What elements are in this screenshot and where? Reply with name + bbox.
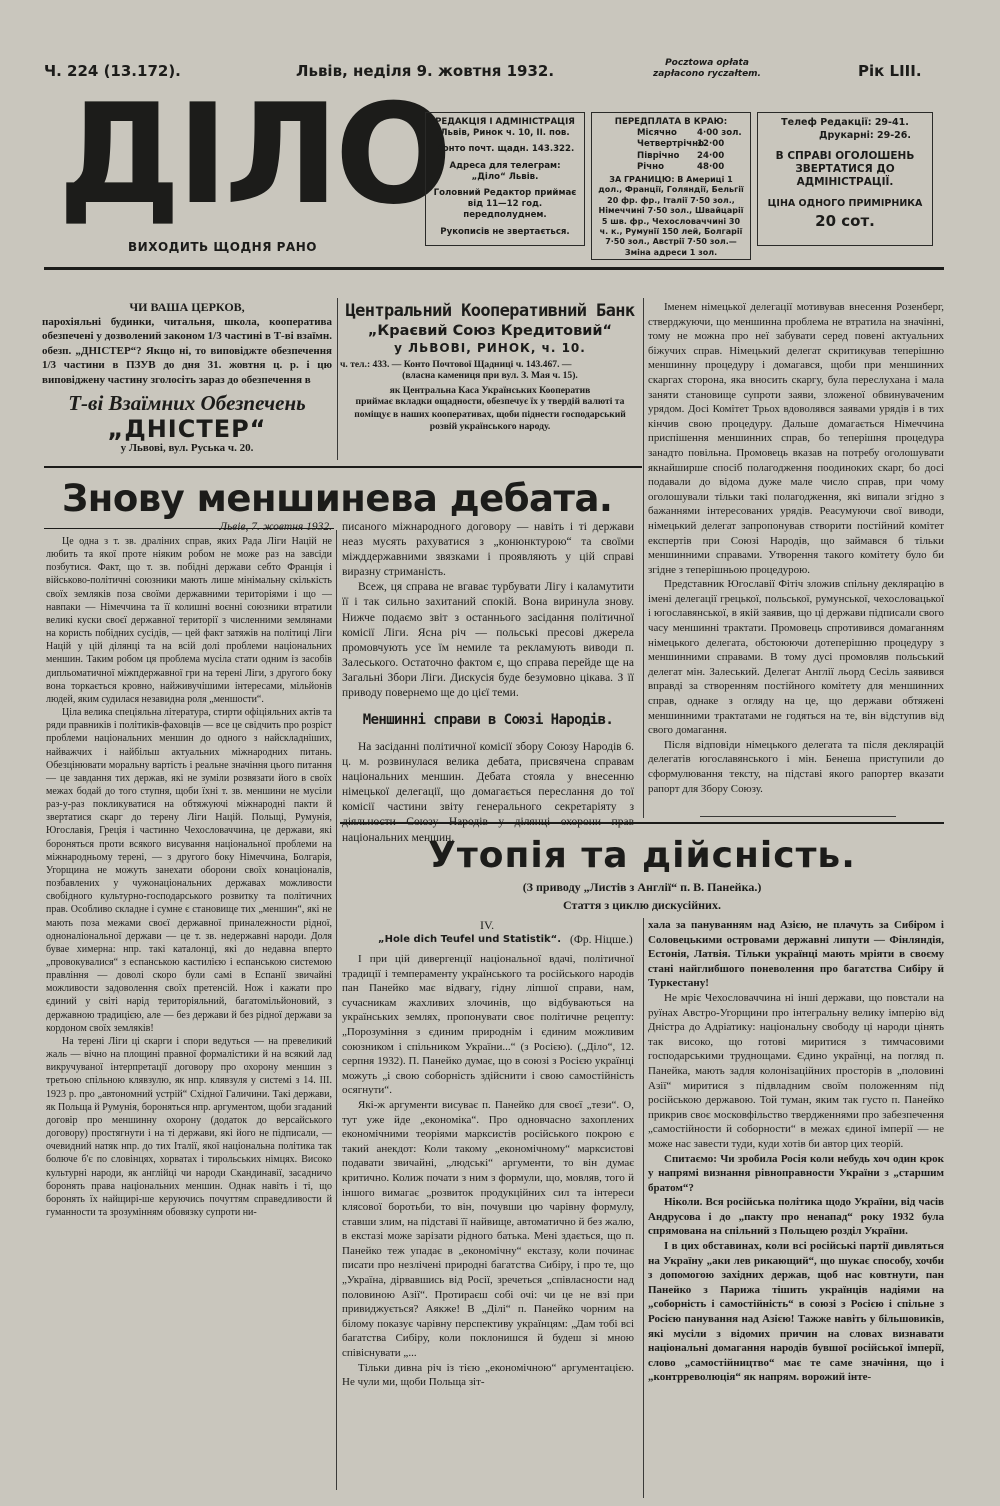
minority-paragraph: На засіданні політичної комісії збору Союзу Народів 6. ц. м. розвинулася велика дебата, присвячена справам національних меншин. Дебата стояла у внесенню німецької делегації, що домагається переслання до тої комісії частини звіту генерального секретаріяту з національних меншин. bbox=[342, 741, 634, 844]
utopia-subtitle: (З приводу „Листів з Англії“ п. В. Панейка.) bbox=[522, 880, 762, 894]
main-paragraph: Це одна з т. зв. драліних справ, яких Рада Ліги Націй не любить та якої проте ніяким робом не може раз на завсіди позбутися. Факт, що т. зв. побідні держави себто Франція і військово-політичні союзники мають лише мінімальну скількість своїх земляків поза своїми державними територіями і що — навпаки — Німеччина та її колишні воєнні союзники втратили великі куски своєї державної території з численними землянами на користь побідних сусідів, — цей факт затяжів на політиці Ліги Націй у цій ділянці та на всій долі проблеми національних меншин. Таким робом ця проблема мусіла стати одним із засобів дипльоматичної міжпдержавної гри на терені Ліги, з другого боку вона торкається кровно, найживучішими інтересами, мільйонів людей, яким судилася незавидна роля „меншости“. bbox=[46, 536, 332, 705]
utopia-paragraph: Ніколи. Вся російська політика щодо України, від часів Андрусова і до „пакту про ненапад“ року 1932 була спрямована на спільний з Польщею розділ України. bbox=[648, 1196, 944, 1238]
editorial-hours: Головний Редактор приймає від 11—12 год. передполуднем. bbox=[433, 188, 577, 221]
dateline: Львів, 7. жовтня 1932. bbox=[219, 521, 332, 533]
year-volume: Рік LIII. bbox=[858, 62, 922, 80]
utopia-series: Стаття з циклю дискусійних. bbox=[563, 898, 721, 912]
utopia-col2 bbox=[342, 952, 634, 1500]
minority-article-col3 bbox=[648, 300, 944, 810]
price-value: 20 сот. bbox=[815, 211, 875, 230]
column-rule bbox=[336, 530, 337, 1490]
ad-bank-desc1: як Центральна Каса Українських Кооператив bbox=[389, 385, 591, 396]
ad-dnister-name1: Т-ві Взаїмних Обезпечень bbox=[68, 391, 306, 416]
newspaper-subtitle: ВИХОДИТЬ ЩОДНЯ РАНО bbox=[128, 240, 317, 254]
utopia-paragraph: Які-ж аргументи висуває п. Панейко для своєї „тези“. О, тут уже йде „економіка“. Про одновчасно захоплених економічними теоріями марксистів російського покрою є такий анекдот: Коли такому „економічному“ марксистові подавати звичайні, „людські“ аргументи, то він думає критично. Колиж почати з ним з формули, що, мовляв, того й іншого вимагає „розвиток продукційних сил та інтереси клясової боротьби, то він, почувши цю чарівну формулу, ставши злим, на підставі її найвище, автоматично й без жалю, в екстазі може зарізати рідного батька. Мені здається, що п. Панейко теж упадає в „економічну“ екстазу, коли починає писати про незлічені природні багатства Сибіру, і про те, що „Україна, дірвавшись від Росії, зречеться „співласности над половиною Азії“. Протираєш собі очі: чи це не взі при привиджується? Аякже! В „Ділі“ п. Панейко чорним на білому показує чарівну перспективу українцям: „Дам тобі всі багатства Сибіру, коли поклонишся й будеш зі мною співіснувати „... bbox=[342, 1098, 634, 1360]
price-label: ЦІНА ОДНОГО ПРИМІРНИКА bbox=[767, 198, 923, 209]
utopia-paragraph: Спитаємо: Чи зробила Росія коли небудь хоч один крок у напрямі визнання рівноправности України з „старшим братом“? bbox=[648, 1152, 944, 1194]
utopia-epigraph-author: (Фр. Ніцше.) bbox=[570, 934, 633, 946]
ad-dnister bbox=[42, 300, 332, 460]
editorial-office-box bbox=[425, 112, 585, 246]
main-paragraph: На терені Ліги ці скарги і спори ведуться — на превеликий жаль — вічно на площині правної формалістики й на всякий лад викручуваної інтерпретації договору про охорону меншин з третьою спільною клявзулю, як нпр. клявзуля у системі з 14. III. 1923 р. про „автономний устрій“ Східної Галичини. Такі держави, як Польща й Румунія, бороняться нпр. аргументом, щоби згаданий договір про меншинну охорону (додаток до версайського договору) простягнути і на ті держави, які його не підписали, — очевидний натяк нпр. до тих Італії, якої національна політика так болюче б'є по словінцях, хорватах і тирольських німцях. Високо культурні народи, як англійці чи народи Скандинавії, засадничо боронять права національних меншин. Однак навіть і ті, що боронять їх найщирі-ше керуючись почуттям справедливости й гуманности та зрозумінням обовязку супроти ни- bbox=[46, 1035, 332, 1218]
phone-price-box bbox=[757, 112, 933, 246]
ad-bank-desc2: приймає вкладки ощадности, обезпечує їх у твердій валюті та поміщує в наших кооперативах, щоби піднести господарський розвій українського народу. bbox=[354, 396, 626, 433]
subscription-box bbox=[591, 112, 751, 260]
subscription-row: Піврічно 24·00 bbox=[637, 150, 725, 161]
column-rule bbox=[643, 918, 644, 1498]
minority-article-col2 bbox=[342, 740, 634, 844]
editorial-telegram: Адреса для телеграм: „Діло“ Львів. bbox=[449, 160, 561, 182]
utopia-paragraph: хала за пануванням над Азією, не плачуть за Сибіром і Соловецькими островами державні липути — Фінляндія, Естонія, Латвія. Тільки українці мають мріяти в своєму стані найглибшого поневолення про багатства Сибіру й Туркестану! bbox=[648, 919, 944, 990]
ad-bank bbox=[340, 300, 640, 460]
ad-bank-contacts: ч. тел.: 433. — Конто Почтової Щадниці ч. 143.467. — bbox=[340, 359, 572, 370]
issue-number: Ч. 224 (13.172). bbox=[44, 62, 181, 80]
editorial-manuscripts: Рукописів не звертається. bbox=[440, 226, 570, 237]
utopia-epigraph: „Hole dich Teufel und Statistik“. bbox=[378, 934, 562, 945]
column-rule bbox=[337, 298, 338, 460]
postage-note bbox=[653, 58, 761, 80]
utopia-paragraph: Не мріє Чехословаччина ні інші держави, що повстали на руїнах Австро-Угорщини про інтегральну велику імперію від Дністра до Адріатику: національну свободу ці народи цінять так високо, що готові миритися з тимчасовими господарськими труднощами. Єдино українці, на погляд п. Панейка, мають задля колонізаційних просторів в „половині Азії“ миритися з підвладним своїм положенням під російською державою. Той туман, яким так густо п. Панейко прикрив своє московфільство твердженнями про забезпечення „самостійности й соборности“ в межах єдиної імперії — не може нас завести туди, куди хотів би автор цих теорій. bbox=[648, 991, 944, 1150]
ads-notice: В СПРАВІ ОГОЛОШЕНЬ ЗВЕРТАТИСЯ ДО АДМІНІСТРАЦІЇ. bbox=[775, 150, 915, 188]
phone-print: Друкарні: 29-26. bbox=[818, 129, 912, 141]
masthead-rule bbox=[44, 267, 944, 270]
ads-rule bbox=[44, 466, 642, 468]
ad-bank-title1: Центральний Кооперативний Банк bbox=[345, 301, 635, 321]
postage-line-1: Pocztowa opłata bbox=[665, 58, 749, 68]
postage-line-2: zapłacono ryczałtem. bbox=[653, 69, 761, 79]
subscription-row: Річно 48·00 bbox=[637, 161, 725, 172]
ad-dnister-heading: ЧИ ВАША ЦЕРКОВ, bbox=[129, 300, 245, 314]
subscription-abroad: ЗА ГРАНИЦЮ: В Америці 1 дол., Франції, Голяндії, Бельгії 20 фр. фр., Італії 7·50 зол., Німеччині 7·50 зол., Швайцарії 5 шв. фр., Чехословаччині 30 ч. к., Румунії 150 лей, Болгарії 7·50 зол., Австрії 7·50 зол.— Зміна адреси 1 зол. bbox=[598, 175, 744, 257]
utopia-paragraph: Тільки дивна річ із тією „економічною“ аргументацією. Не чули ми, щоби Польща зіт- bbox=[342, 1361, 634, 1389]
ad-bank-title2: „Краєвий Союз Кредитовий“ bbox=[367, 323, 613, 339]
subscription-row: Четвертрічно12·00 bbox=[637, 139, 725, 150]
main-paragraph: Ціла велика спеціяльна література, стирти офіціяльних актів та ряди правників і політиків-фаховців — все це свідчить про розріст проблеми національних меншин до одного з найскладніших, найважчих і найбільш актуальних міжнародних питань. Обезцінювати моральну вартість і реальне значіння цього питання — це завдання тих держав, які не зуміли розвязати його в своїх межах бодай до того ступня, щоби їхні т. зв. меншини не мусіли раз-у-раз покликуватися на обтяжуючі міжнародні пакти й звертатися скарг до терену Ліги Націй. Польщі, Румунія, Югославія, Греція і частинно Чехословаччина, це держави, які бороняться проти всякого висування національної проблеми на міжнародньому терені, — з другого боку Німеччина, Болгарія, Угорщина не можуть занехати оборони своїх конаціоналів, позбавлених у чужонаціональних державах можливости свобідного культурно-господарського розвитку та політичних прав. Особливо складне і сумне є становище тих „меншин“, які не мають поза межами своєї державної приналежности рідної, одноналіональної держави — це т. зв. недержавні народи. Доля бувае химерна: нпр. такі каталонці, які до недавна вперто „провокувалися“ з еспанською кастилією і еспанською системою правління — доволі скоро були самі в Еспанії звичайні можливости задоволення своїх претенсій. Нож і кажати про єдиний у світі нарід територіяльний, багатомільйоновий, з державною традицією, але — без держави й без рідної держави за кордоном своїх земляків! bbox=[46, 707, 332, 1034]
phone-editorial: Телеф Редакції: 29-41. bbox=[781, 117, 909, 128]
ad-bank-city: у ЛЬВОВІ, РИНОК, ч. 10. bbox=[394, 341, 586, 355]
ad-bank-note: (власна камениця при вул. З. Мая ч. 15). bbox=[402, 370, 578, 381]
minority-paragraph: Іменем німецької делегації мотивував внесення Розенберг, стверджуючи, що меншинна проблема не втратила на значінні, тому не можна про неї забувати серед повені актуальних біжучих справ. Німецький делегат скритикував теперішню меншинну процедуру і домагався, щоби при меншинних скаргах сторона, яка вносить скаргу, була переслухана і мала заняти становище супроти заяви, зложеної обвинуваченим урядом. Досі Комітет Трьох вдоволявся заявами урядів і в тих кінчив свою процедуру. Дальше домагається Німеччина приспішення меншинних справ, бо теперішня процедура занадто повільна. Промовець вказав на потребу оголошувати якнайширше спосіб полагодження поодиноких скарг, бо досі подавали до відома дуже мале число справ, при чому оголошували тільки такі полагодження, які випали згідно з бажаннями інтересованих урядів. Реасумуючи свої виводи, німецький делегат запропонував створити постійний комітет експертів при Союзі Народів, що займався б тільки меншинними справами. Утворення такого комітету було би згідне з теперішньою процедурою. bbox=[648, 301, 944, 576]
main-article-col2 bbox=[342, 520, 634, 700]
column-rule bbox=[643, 298, 644, 818]
section-divider bbox=[700, 816, 896, 817]
editorial-address: Львів, Ринок ч. 10, II. пов. bbox=[440, 128, 570, 139]
minority-headline: Меншинні справи в Союзі Народів. bbox=[362, 712, 614, 728]
utopia-headline: Утопія та дійсність. bbox=[428, 835, 856, 876]
ad-dnister-body: парохіяльні будинки, читальня, школа, кооператива обезпечені у дозволений законом 1/3 частині в Т-ві взаїмн. обезп. „ДНІСТЕР“? Якщо ні, то виповіджте обезпечення 1/3 частини в ПЗУВ до дня 31. жовтня ц. р. і цю виповіджену частину зголосіть зараз до обезпечення в bbox=[42, 316, 332, 386]
main-paragraph: Всеж, ця справа не вгаває турбувати Лігу і каламутити її і так сильно захитаний спокій. Вона виринула знову. Нижче подаємо звіт з останнього засідання політичної комісії Ліги. Ясна річ — польські пресові джерела промовчують усе їм немиле та рекламують виводи п. Залеського. Остаточно фактом є, що справа перейде ще на Загальні Збори Ліги. Дискусія буде безумовно цікава. З її приводу повернемо ще до цієї теми. bbox=[342, 581, 634, 700]
utopia-col3 bbox=[648, 918, 944, 1500]
main-paragraph: писаного міжнародного договору — навіть і ті держави неаз мусять рахуватися з „конюнктурою“ та своїми міжддержавними звязками і проявляють у цій справі виразну стриманість. bbox=[342, 521, 634, 579]
subscription-rows bbox=[597, 128, 745, 173]
main-article-col1 bbox=[46, 520, 332, 1500]
ad-dnister-name2: „ДНІСТЕР“ bbox=[107, 415, 267, 444]
utopia-top-rule bbox=[340, 822, 944, 824]
editorial-account: Конто почт. щадн. 143.322. bbox=[435, 144, 575, 155]
newspaper-title: ДІЛО bbox=[58, 74, 449, 235]
date-place: Львів, неділя 9. жовтня 1932. bbox=[296, 62, 555, 80]
main-headline: Знову меншинева дебата. bbox=[62, 477, 613, 520]
subscription-row: Місячно 4·00 зол. bbox=[637, 128, 742, 139]
minority-paragraph: Представник Югославії Фітіч зложив спільну деклярацію в імені делегації грецької, польської, румунської, чехословацької і югославянської, в якій заявив, що ці держави підписали свого часу меншинні трактати. Промовець спротивився домаганням німецького делегата, обстоюючи дотеперішню процедуру з меншинними справами. В тому дусі промовляв польський делегат мін. Залеський. Делегат Англії льорд Сесіль заявився вправді за створенням постійного комітету для меншинних справ, однаке з огляду на це, що держави обтяжені меншинними трактатами не годяться на те, він відступив від свого домагання. bbox=[648, 578, 944, 737]
utopia-part: IV. bbox=[480, 918, 495, 932]
utopia-paragraph: І в цих обставинах, коли всі російські партії дивляться на Україну „аки лев рикающий“, що шукає способу, хочби з допомогою західних держав, щоб нас ковтнути, пан Панейко з Парижа тішить українців надіями на „соборність і самостійність“ в союзі з Росією і спільне з Росією панування над Азією! Тажже навіть у більшовиків, які мусіли з відомих причин на словах визнавати національні домагання народів бувшої російської імперії, слово „самостійництво“ має те саме значіння, що і „контрреволюція“ як напрям. ворожий інте- bbox=[648, 1240, 944, 1384]
subscription-heading: ПЕРЕДПЛАТА В КРАЮ: bbox=[614, 117, 728, 127]
utopia-paragraph: І при цій дивергенції національної вдачі, політичної традиції і темпераменту українського та російського народів пан Панейко має відвагу, гідну ліпшої справи, нам, сучасникам жахливих злочинів, що відбуваються на українських землях, пропонувати своє політичне рецепту: „Порозуміння з єдиним природнім і єдиним можливим союзником і спільником України...“ (з Росією). („Діло“, 12. серпня 1932). П. Панейко думає, що в союзі з Росією українці можуть „і свою соборність здійснити і свою самостійність осягнути“. bbox=[342, 953, 634, 1097]
editorial-heading: РЕДАКЦІЯ І АДМІНІСТРАЦІЯ bbox=[435, 117, 575, 127]
ad-dnister-address: у Львові, вул. Руська ч. 20. bbox=[120, 442, 254, 455]
minority-paragraph: Після відповіди німецького делегата та після деклярацій делегатів югославянського і мін. Бенеша приступили до сформулювання тексту, на підставі якого рапортер вказати рапорт для Збору Союзу. bbox=[648, 738, 944, 795]
